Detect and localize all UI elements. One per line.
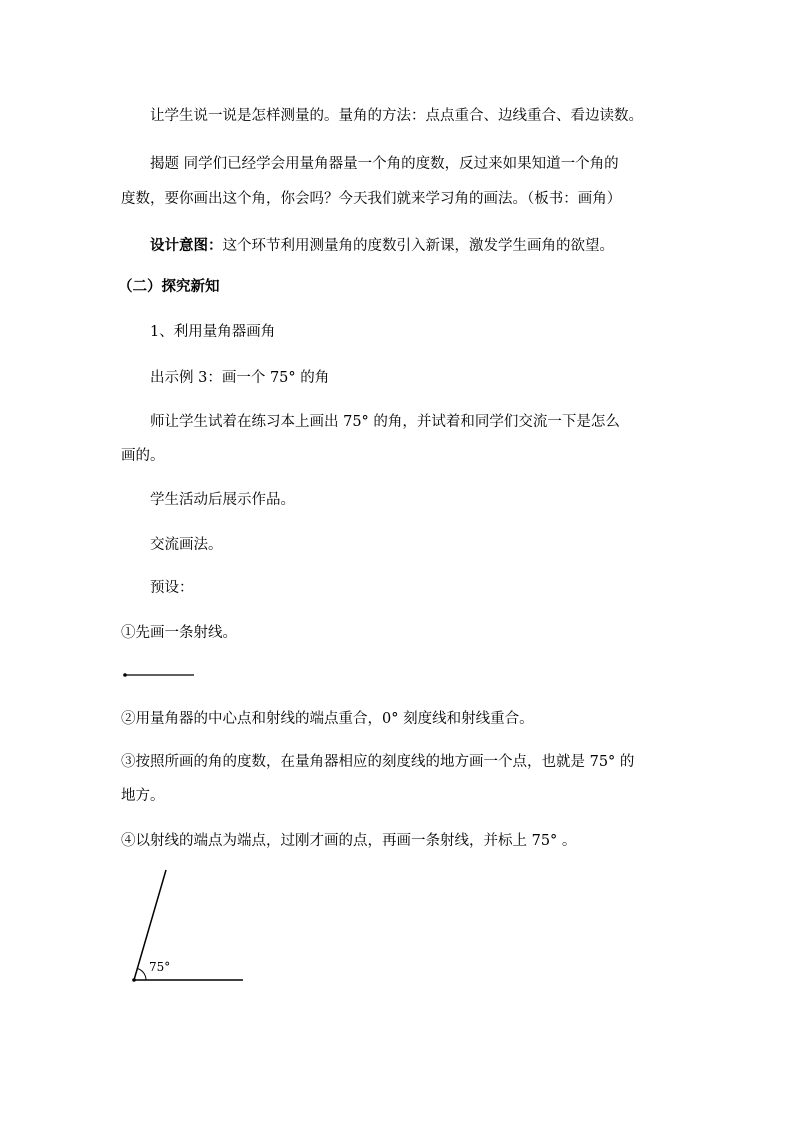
paragraph-student-activity: 学生活动后展示作品。 — [150, 492, 295, 508]
step-3-line2: 地方。 — [121, 788, 165, 804]
step-1: ①先画一条射线。 — [121, 625, 237, 641]
design-intent-text: 这个环节利用测量角的度数引入新课，激发学生画角的欲望。 — [222, 238, 614, 254]
paragraph-preset: 预设： — [150, 580, 194, 596]
subheading-protractor: 1、利用量角器画角 — [150, 324, 276, 340]
step-4: ④以射线的端点为端点，过刚才画的点，再画一条射线，并标上 75° 。 — [121, 833, 577, 849]
step-2: ②用量角器的中心点和射线的端点重合，0° 刻度线和射线重合。 — [121, 711, 534, 727]
angle-arc — [137, 969, 146, 981]
paragraph-intro-line1: 揭题 同学们已经学会用量角器量一个角的度数，反过来如果知道一个角的 — [150, 156, 619, 172]
step-3-line1: ③按照所画的角的度数，在量角器相应的刻度线的地方画一个点，也就是 75° 的 — [121, 754, 635, 770]
section-heading: （二）探究新知 — [118, 278, 220, 295]
paragraph-intro-line2: 度数，要你画出这个角，你会吗？今天我们就来学习角的画法。（板书：画角） — [121, 191, 622, 207]
paragraph-measure-method: 让学生说一说是怎样测量的。量角的方法：点点重合、边线重合、看边读数。 — [150, 108, 643, 124]
example-3: 出示例 3：画一个 75° 的角 — [150, 370, 330, 386]
paragraph-exchange: 交流画法。 — [150, 537, 223, 553]
paragraph-teacher-line1: 师让学生试着在练习本上画出 75° 的角，并试着和同学们交流一下是怎么 — [150, 414, 620, 430]
angle-label: 75° — [149, 960, 171, 974]
design-intent-label: 设计意图： — [150, 237, 223, 254]
paragraph-teacher-line2: 画的。 — [121, 448, 165, 464]
